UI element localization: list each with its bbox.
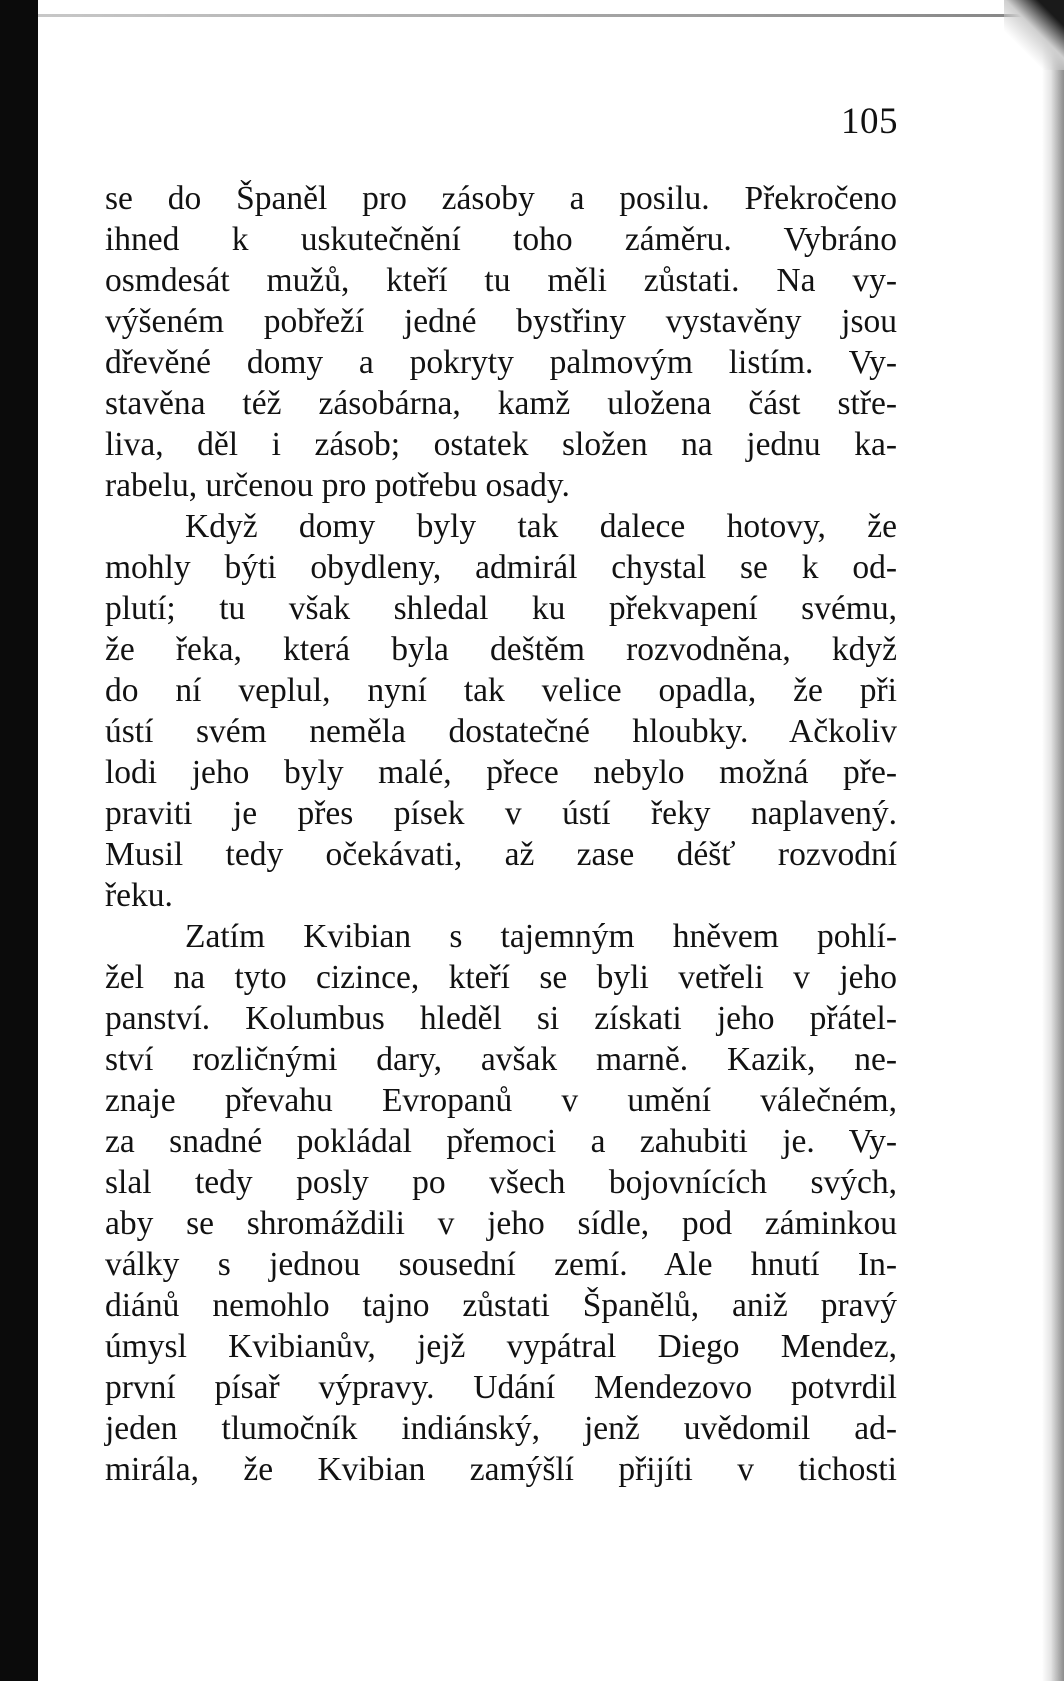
text-line: dřevěné domy a pokryty palmovým listím. Vy-	[105, 344, 897, 381]
text-line: se do Španěl pro zásoby a posilu. Překročeno	[105, 180, 897, 217]
text-line: úmysl Kvibianův, jejž vypátral Diego Mendez,	[105, 1328, 897, 1365]
text-line: první písař výpravy. Udání Mendezovo potvrdil	[105, 1369, 897, 1406]
page-body-text	[105, 178, 897, 1490]
text-line: plutí; tu však shledal ku překvapení svému,	[105, 590, 897, 627]
text-line: Když domy byly tak dalece hotovy, že	[185, 508, 897, 545]
text-line: že řeka, která byla deštěm rozvodněna, když	[105, 631, 897, 668]
page-number: 105	[841, 101, 898, 142]
text-line: panství. Kolumbus hleděl si získati jeho přátel-	[105, 1000, 897, 1037]
text-line: Musil tedy očekávati, až zase déšť rozvodní	[105, 836, 897, 873]
text-line: za snadné pokládal přemoci a zahubiti je. Vy-	[105, 1123, 897, 1160]
text-line: znaje převahu Evropanů v umění válečném,	[105, 1082, 897, 1119]
text-line: výšeném pobřeží jedné bystřiny vystavěny jsou	[105, 303, 897, 340]
text-line: praviti je přes písek v ústí řeky naplavený.	[105, 795, 897, 832]
text-line: diánů nemohlo tajno zůstati Španělů, aniž pravý	[105, 1287, 897, 1324]
scan-right-edge	[1042, 0, 1064, 1681]
text-line: mohly býti obydleny, admirál chystal se k od-	[105, 549, 897, 586]
scan-corner-shadow	[1004, 0, 1064, 70]
text-line: rabelu, určenou pro potřebu osady.	[105, 467, 570, 504]
text-line: Zatím Kvibian s tajemným hněvem pohlí-	[185, 918, 897, 955]
text-line: mirála, že Kvibian zamýšlí přijíti v tichosti	[105, 1451, 897, 1488]
text-line: jeden tlumočník indiánský, jenž uvědomil ad-	[105, 1410, 897, 1447]
text-line: aby se shromáždili v jeho sídle, pod záminkou	[105, 1205, 897, 1242]
text-line: slal tedy posly po všech bojovnících svých,	[105, 1164, 897, 1201]
text-line: lodi jeho byly malé, přece nebylo možná pře-	[105, 754, 897, 791]
text-line: žel na tyto cizince, kteří se byli vetřeli v jeho	[105, 959, 897, 996]
text-line: ihned k uskutečnění toho záměru. Vybráno	[105, 221, 897, 258]
text-line: ústí svém neměla dostatečné hloubky. Ačkoliv	[105, 713, 897, 750]
scan-top-edge	[38, 14, 1038, 17]
text-line: liva, děl i zásob; ostatek složen na jednu ka-	[105, 426, 897, 463]
text-line: stavěna též zásobárna, kamž uložena část stře-	[105, 385, 897, 422]
text-line: řeku.	[105, 877, 173, 914]
text-line: do ní veplul, nyní tak velice opadla, že při	[105, 672, 897, 709]
text-line: války s jednou sousední zemí. Ale hnutí In-	[105, 1246, 897, 1283]
text-line: osmdesát mužů, kteří tu měli zůstati. Na vy-	[105, 262, 897, 299]
text-line: ství rozličnými dary, avšak marně. Kazik, ne-	[105, 1041, 897, 1078]
scan-left-border	[0, 0, 38, 1681]
